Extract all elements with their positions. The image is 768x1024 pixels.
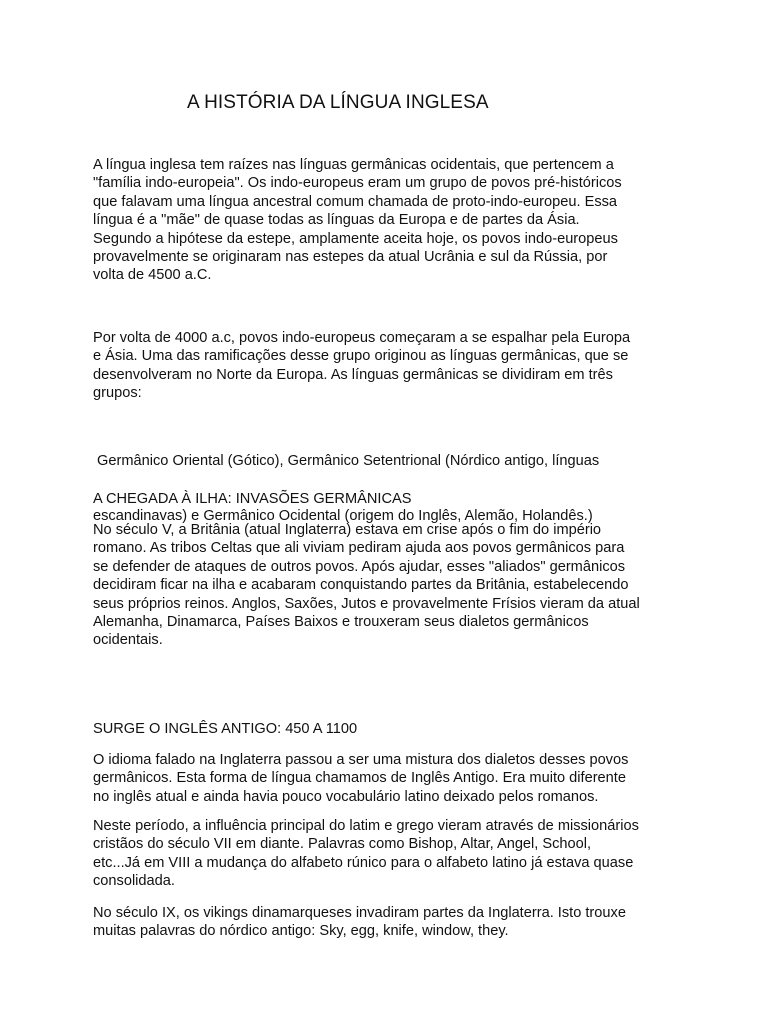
text-line: etc...Já em VIII a mudança do alfabeto rúnico para o alfabeto latino já estava quase [93,854,634,871]
paragraph-vikings [93,904,693,941]
document-title: A HISTÓRIA DA LÍNGUA INGLESA [187,92,489,113]
text-line: No século IX, os vikings dinamarqueses invadiram partes da Inglaterra. Isto trouxe [93,905,626,921]
text-line: Neste período, a influência principal do latim e grego vieram através de missionários [93,818,639,834]
text-line: consolidada. [93,873,175,890]
text-line: no inglês atual e ainda havia pouco vocabulário latino deixado pelos romanos. [93,788,599,805]
text-line: seus próprios reinos. Anglos, Saxões, Jutos e provavelmente Frísios vieram da atual [93,595,640,612]
text-line: desenvolveram no Norte da Europa. As línguas germânicas se dividiram em três [93,366,613,383]
text-line: e Ásia. Uma das ramificações desse grupo originou as línguas germânicas, que se [93,348,629,365]
paragraph-old-english [93,751,693,806]
section-heading-arrival: A CHEGADA À ILHA: INVASÕES GERMÂNICAS [93,491,412,507]
text-line: volta de 4500 a.C. [93,267,212,284]
paragraph-expansion [93,329,693,403]
text-line: escandinavas) e Germânico Ocidental (origem do Inglês, Alemão, Holandês.) [93,508,593,525]
text-line: ocidentais. [93,632,163,649]
text-line: provavelmente se originaram nas estepes da atual Ucrânia e sul da Rússia, por [93,249,608,266]
text-line: romano. As tribos Celtas que ali viviam pediram ajuda aos povos germânicos para [93,540,625,557]
paragraph-invasions [93,521,693,650]
text-line: grupos: [93,385,142,402]
text-line: O idioma falado na Inglaterra passou a ser uma mistura dos dialetos desses povos [93,752,629,768]
text-line: "família indo-europeia". Os indo-europeus eram um grupo de povos pré-históricos [93,175,622,192]
text-line: língua é a "mãe" de quase todas as línguas da Europa e de partes da Ásia. [93,212,580,229]
text-line: germânicos. Esta forma de língua chamamos de Inglês Antigo. Era muito diferente [93,770,626,787]
text-line: No século V, a Britânia (atual Inglaterra) estava em crise após o fim do império [93,522,602,538]
text-line: A língua inglesa tem raízes nas línguas germânicas ocidentais, que pertencem a [93,157,614,173]
text-line: Germânico Oriental (Gótico), Germânico Setentrional (Nórdico antigo, línguas [93,452,600,469]
paragraph-origins [93,156,693,285]
text-line: cristãos do século VII em diante. Palavras como Bishop, Altar, Angel, School, [93,836,592,853]
text-line: decidiram ficar na ilha e acabaram conquistando partes da Britânia, estabelecendo [93,577,629,594]
text-line: muitas palavras do nórdico antigo: Sky, egg, knife, window, they. [93,923,509,940]
text-line: Por volta de 4000 a.c, povos indo-europeus começaram a se espalhar pela Europa [93,330,631,346]
text-line: Alemanha, Dinamarca, Países Baixos e trouxeram seus dialetos germânicos [93,614,589,631]
text-line: que falavam uma língua ancestral comum chamada de proto-indo-europeu. Essa [93,193,618,210]
paragraph-latin-influence [93,817,693,891]
text-line: se defender de ataques de outros povos. Após ajudar, esses "aliados" germânicos [93,558,626,575]
text-line: Segundo a hipótese da estepe, amplamente aceita hoje, os povos indo-europeus [93,230,618,247]
section-heading-old-english: SURGE O INGLÊS ANTIGO: 450 A 1100 [93,721,358,737]
